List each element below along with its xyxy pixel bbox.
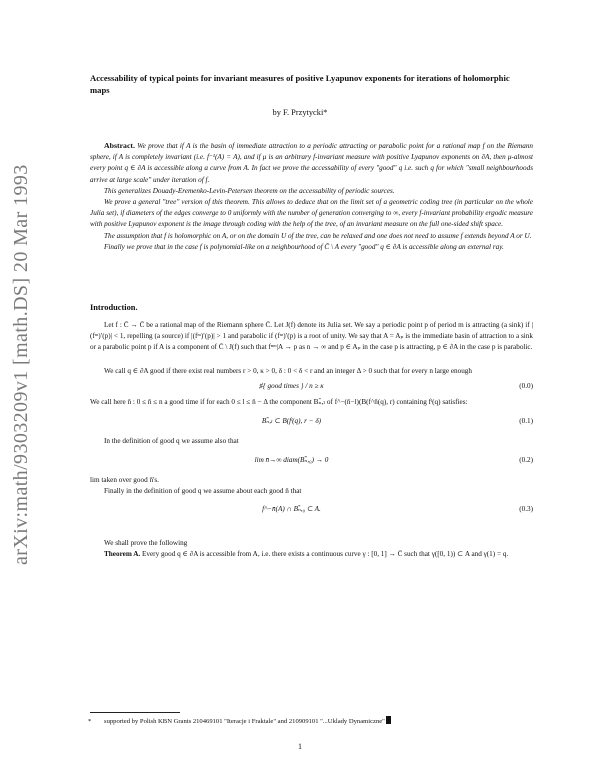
footnote-rule bbox=[90, 712, 180, 713]
paper-title: Accessability of typical points for invariant measures of positive Lyapunov exponents for iterations of holomorphic maps bbox=[90, 73, 510, 95]
section-heading-introduction: Introduction. bbox=[90, 303, 138, 312]
equation-0-1-number: (0.1) bbox=[519, 416, 533, 425]
abstract-label: Abstract. bbox=[104, 141, 135, 150]
arxiv-side-stamp: arXiv:math/9303209v1 [math.DS] 20 Mar 1993 bbox=[10, 164, 32, 565]
page-number: 1 bbox=[298, 742, 302, 751]
author-line: by F. Przytycki* bbox=[272, 108, 328, 117]
intro-paragraph-1: Let f : C̄ → C̄ be a rational map of the Riemann sphere C̄. Let J(f) denote its Julia set. We say a periodic point p of period m is attracting (a sink) if |(fᵐ)′(p)| < 1, repelling (a source) if |(fᵐ)′(p)| > 1 and parabolic if (fᵐ)′(p) is a root of unity. We say that A = Aₚ is the immediate basin of attraction to a sink or a parabolic point p if A is a component of C̄ \ J(f) such that fⁿᵐ|A → p as n → ∞ and p ∈ Aₚ in the case p is attracting, p ∈ ∂A in the case p is parabolic. bbox=[90, 321, 533, 351]
intro-paragraph-7: We shall prove the following bbox=[104, 539, 188, 548]
abstract-text-1: We prove that if A is the basin of immediate attraction to a periodic attracting or parabolic point for a rational map f on the Riemann sphere, if A is completely invariant (i.e. f⁻¹(A) = A), and if μ is an arbitrary f-invariant measure with positive Lyapunov exponents on ∂A, then μ-almost every point q ∈ ∂A is accessible along a curve from A. In fact we prove the accessability of every "good" q i.e. such q for which "small neighbourhoods arrive at large scale" under iteration of f. bbox=[90, 142, 534, 184]
intro-paragraph-5: lim taken over good n̄'s. bbox=[90, 475, 159, 484]
abstract-paragraph-2: This generalizes Douady-Eremenko-Levin-Petersen theorem on the accessability of periodic sources. bbox=[104, 186, 395, 195]
intro-paragraph-6: Finally in the definition of good q we assume about each good n̄ that bbox=[104, 486, 302, 495]
footnote-mark: * bbox=[88, 718, 92, 725]
abstract-paragraph-5: Finally we prove that in the case f is polynomial-like on a neighbourhood of C̄ \ A every "good" q ∈ ∂A is accessible along an external ray. bbox=[104, 242, 504, 251]
equation-0-2-body: lim n̄→∞ diam(Bₙ̄,₀) → 0 bbox=[254, 455, 329, 464]
equation-0-3 bbox=[90, 496, 533, 524]
equation-0-2-number: (0.2) bbox=[519, 455, 533, 464]
abstract-paragraph-3: We prove a general "tree" version of this theorem. This allows to deduce that on the limit set of a geometric coding tree (in particular on the whole Julia set), if diameters of the edges converge to 0 uniformly with the number of generation converging to ∞, every f-invariant probability ergodic measure with positive Lyapunov exponent is the image through coding with the help of the tree, of an invariant measure on the full one-sided shift space. bbox=[90, 198, 533, 229]
abstract-paragraph-1 bbox=[90, 140, 533, 186]
equation-0-2 bbox=[90, 447, 533, 475]
theorem-a-label: Theorem A. bbox=[104, 550, 141, 559]
abstract-paragraph-4: The assumption that f is holomorphic on A, or on the domain U of the tree, can be relaxed and one does not need to assume f extends beyond A or U. bbox=[104, 231, 532, 240]
equation-0-0-body: ♯{ good times } / n ≥ κ bbox=[259, 382, 324, 391]
equation-0-1-body: Bₙ̄,ₗ ⊂ B(fˡ(q), r − δ) bbox=[261, 416, 322, 425]
intro-paragraph-4: In the definition of good q we assume also that bbox=[104, 436, 239, 445]
theorem-a-text: Every good q ∈ ∂A is accessible from A, i.e. there exists a continuous curve γ : [0, 1] → C̄ such that γ([0, 1)) ⊂ A and γ(1) = q. bbox=[142, 550, 509, 559]
intro-paragraph-2: We call q ∈ ∂A good if there exist real numbers r > 0, κ > 0, δ : 0 < δ < r and an integer Δ > 0 such that for every n large enough bbox=[104, 367, 472, 376]
footnote-text: supported by Polish KBN Grants 210469101 "Iteracje i Fraktale" and 210909101 "...Uklady Dynamiczne" bbox=[104, 718, 385, 725]
equation-0-3-body: f^−n̄(A) ∩ Bₙ̄,₀ ⊂ A. bbox=[262, 505, 321, 514]
footnote bbox=[88, 716, 538, 727]
abstract bbox=[90, 140, 533, 253]
equation-0-3-number: (0.3) bbox=[519, 505, 533, 514]
introduction-body bbox=[90, 320, 533, 560]
theorem-a bbox=[90, 549, 533, 560]
intro-paragraph-3: We call here n̄ : 0 ≤ n̄ ≤ n a good time if for each 0 ≤ l ≤ n̄ − Δ the component Bₙ̄,ₗ of f^−(n̄−l)(B(f^n̄(q), r) containing fˡ(q) satisfies: bbox=[90, 398, 468, 407]
equation-0-0 bbox=[90, 377, 533, 397]
equation-0-1 bbox=[90, 408, 533, 436]
equation-0-0-number: (0.0) bbox=[519, 382, 533, 391]
end-box-mark bbox=[386, 716, 391, 724]
